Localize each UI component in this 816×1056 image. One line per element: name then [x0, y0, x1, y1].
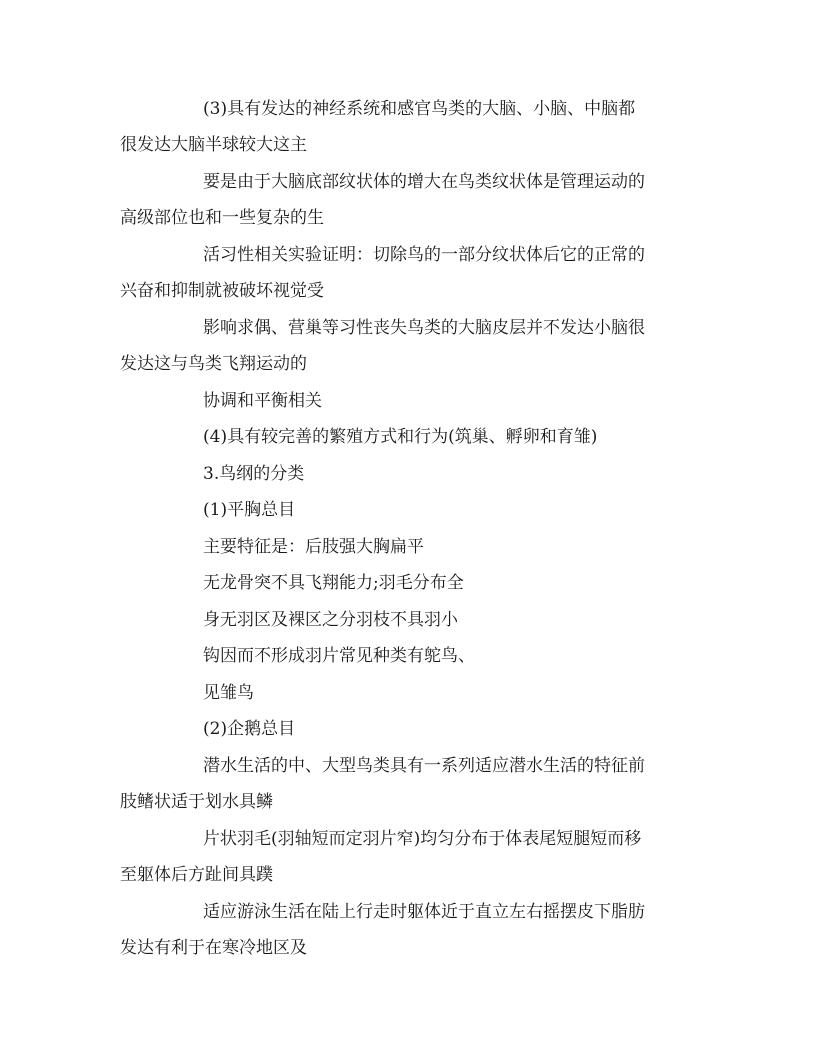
text-line: 至躯体后方趾间具蹼	[120, 865, 273, 885]
text-line: 协调和平衡相关	[203, 391, 322, 411]
text-line: 活习性相关实验证明：切除鸟的一部分纹状体后它的正常的	[203, 245, 645, 265]
text-line: (3)具有发达的神经系统和感官鸟类的大脑、小脑、中脑都	[203, 99, 636, 119]
text-line: 发达有利于在寒冷地区及	[120, 938, 307, 958]
section-heading: 3.鸟纲的分类	[203, 464, 305, 484]
text-line: 很发达大脑半球较大这主	[120, 135, 307, 155]
text-line: 肢鳍状适于划水具鳞	[120, 792, 273, 812]
subsection-heading: (1)平胸总目	[203, 500, 296, 520]
text-line: 主要特征是：后肢强大胸扁平	[203, 537, 424, 557]
text-line: (4)具有较完善的繁殖方式和行为(筑巢、孵卵和育雏)	[203, 427, 598, 447]
text-line: 兴奋和抑制就被破坏视觉受	[120, 281, 324, 301]
text-line: 高级部位也和一些复杂的生	[120, 208, 324, 228]
text-line: 片状羽毛(羽轴短而定羽片窄)均匀分布于体表尾短腿短而移	[203, 829, 642, 849]
text-line: 钩因而不形成羽片常见种类有鸵鸟、	[203, 646, 475, 666]
text-line: 适应游泳生活在陆上行走时躯体近于直立左右摇摆皮下脂肪	[203, 902, 645, 922]
text-line: 见雏鸟	[203, 683, 254, 703]
text-line: 发达这与鸟类飞翔运动的	[120, 354, 307, 374]
subsection-heading: (2)企鹅总目	[203, 719, 296, 739]
text-line: 身无羽区及裸区之分羽枝不具羽小	[203, 610, 458, 630]
text-line: 要是由于大脑底部纹状体的增大在鸟类纹状体是管理运动的	[203, 172, 645, 192]
text-line: 影响求偶、营巢等习性丧失鸟类的大脑皮层并不发达小脑很	[203, 318, 645, 338]
text-line: 无龙骨突不具飞翔能力;羽毛分布全	[203, 573, 464, 593]
text-line: 潜水生活的中、大型鸟类具有一系列适应潜水生活的特征前	[203, 756, 645, 776]
